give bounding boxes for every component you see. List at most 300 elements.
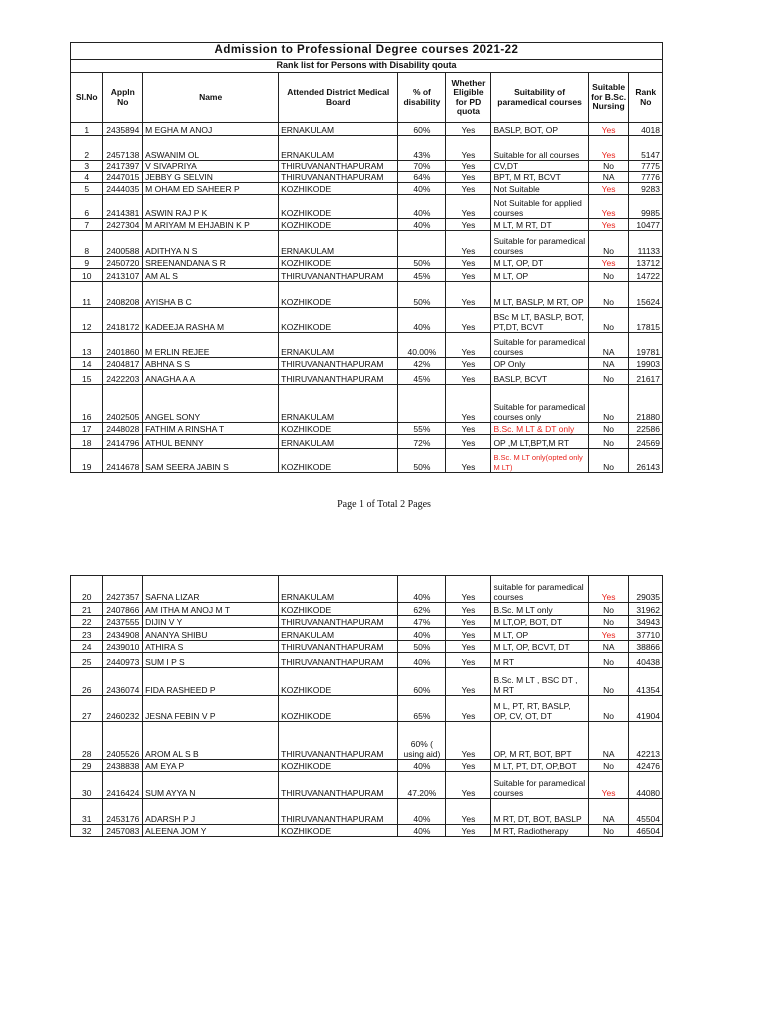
cell-name: ATHUL BENNY — [143, 435, 279, 449]
table-row — [71, 423, 663, 435]
cell-board: KOZHIKODE — [279, 760, 398, 772]
cell-disability: 62% — [398, 603, 446, 616]
cell-rank: 9985 — [629, 195, 663, 219]
cell-name: SUM I P S — [143, 653, 279, 668]
cell-bsc-nursing: No — [588, 423, 629, 435]
cell-disability: 64% — [398, 172, 446, 183]
cell-paramedical: M LT, OP — [491, 628, 588, 641]
table-row — [71, 282, 663, 308]
cell-name: JEBBY G SELVIN — [143, 172, 279, 183]
cell-rank: 31962 — [629, 603, 663, 616]
table-row — [71, 722, 663, 760]
cell-slno: 21 — [71, 603, 103, 616]
cell-eligible: Yes — [446, 616, 491, 628]
cell-name: ADITHYA N S — [143, 231, 279, 257]
cell-bsc-nursing: Yes — [588, 772, 629, 799]
cell-disability: 43% — [398, 136, 446, 161]
cell-rank: 24569 — [629, 435, 663, 449]
cell-appln: 2437555 — [103, 616, 143, 628]
cell-eligible: Yes — [446, 668, 491, 696]
cell-board: THIRUVANANTHAPURAM — [279, 722, 398, 760]
cell-bsc-nursing: No — [588, 370, 629, 385]
table-row — [71, 825, 663, 837]
cell-disability: 47% — [398, 616, 446, 628]
cell-slno: 3 — [71, 161, 103, 172]
cell-eligible: Yes — [446, 219, 491, 231]
cell-bsc-nursing: NA — [588, 641, 629, 653]
cell-slno: 22 — [71, 616, 103, 628]
header-rank: Rank No — [629, 73, 663, 123]
cell-disability: 42% — [398, 358, 446, 370]
cell-appln: 2418172 — [103, 308, 143, 333]
cell-rank: 4018 — [629, 123, 663, 136]
cell-appln: 2439010 — [103, 641, 143, 653]
cell-name: M OHAM ED SAHEER P — [143, 183, 279, 195]
cell-bsc-nursing: No — [588, 825, 629, 837]
cell-paramedical: Suitable for paramedical courses only — [491, 385, 588, 423]
cell-board: ERNAKULAM — [279, 136, 398, 161]
cell-disability: 50% — [398, 257, 446, 269]
cell-paramedical: B.Sc. M LT only(opted only M LT) — [491, 449, 588, 473]
cell-eligible: Yes — [446, 161, 491, 172]
header-paramedical: Suitability of paramedical courses — [491, 73, 588, 123]
cell-disability: 40% — [398, 576, 446, 603]
cell-disability: 47.20% — [398, 772, 446, 799]
cell-rank: 38866 — [629, 641, 663, 653]
table-row — [71, 628, 663, 641]
table-row — [71, 183, 663, 195]
cell-name: AM ITHA M ANOJ M T — [143, 603, 279, 616]
cell-disability: 40% — [398, 219, 446, 231]
cell-eligible: Yes — [446, 603, 491, 616]
cell-paramedical: M LT, M RT, DT — [491, 219, 588, 231]
cell-appln: 2404817 — [103, 358, 143, 370]
cell-eligible: Yes — [446, 653, 491, 668]
cell-board: THIRUVANANTHAPURAM — [279, 616, 398, 628]
cell-eligible: Yes — [446, 772, 491, 799]
document-title: Admission to Professional Degree courses 2021-22 — [71, 43, 663, 60]
cell-rank: 44080 — [629, 772, 663, 799]
cell-eligible: Yes — [446, 370, 491, 385]
cell-paramedical: Suitable for paramedical courses — [491, 772, 588, 799]
cell-slno: 8 — [71, 231, 103, 257]
cell-name: KADEEJA RASHA M — [143, 308, 279, 333]
cell-rank: 40438 — [629, 653, 663, 668]
cell-bsc-nursing: No — [588, 760, 629, 772]
cell-appln: 2440973 — [103, 653, 143, 668]
cell-name: SAFNA LIZAR — [143, 576, 279, 603]
cell-bsc-nursing: Yes — [588, 123, 629, 136]
cell-disability — [398, 385, 446, 423]
cell-paramedical: B.Sc. M LT , BSC DT , M RT — [491, 668, 588, 696]
table-row — [71, 219, 663, 231]
cell-paramedical: Not Suitable for applied courses — [491, 195, 588, 219]
cell-slno: 32 — [71, 825, 103, 837]
cell-slno: 7 — [71, 219, 103, 231]
header-name: Name — [143, 73, 279, 123]
cell-appln: 2401860 — [103, 333, 143, 358]
cell-board: KOZHIKODE — [279, 282, 398, 308]
cell-board: KOZHIKODE — [279, 183, 398, 195]
cell-name: ALEENA JOM Y — [143, 825, 279, 837]
cell-eligible: Yes — [446, 825, 491, 837]
cell-slno: 5 — [71, 183, 103, 195]
header-eligible: Whether Eligible for PD quota — [446, 73, 491, 123]
cell-paramedical: BPT, M RT, BCVT — [491, 172, 588, 183]
cell-appln: 2460232 — [103, 696, 143, 722]
cell-paramedical: OP ,M LT,BPT,M RT — [491, 435, 588, 449]
cell-paramedical: M LT, BASLP, M RT, OP — [491, 282, 588, 308]
cell-slno: 27 — [71, 696, 103, 722]
cell-paramedical: M LT, PT, DT, OP,BOT — [491, 760, 588, 772]
cell-rank: 17815 — [629, 308, 663, 333]
cell-name: FATHIM A RINSHA T — [143, 423, 279, 435]
cell-name: AM EYA P — [143, 760, 279, 772]
cell-paramedical: M LT, OP, DT — [491, 257, 588, 269]
cell-rank: 21617 — [629, 370, 663, 385]
cell-paramedical: BSc M LT, BASLP, BOT, PT,DT, BCVT — [491, 308, 588, 333]
cell-bsc-nursing: No — [588, 696, 629, 722]
cell-board: KOZHIKODE — [279, 257, 398, 269]
cell-rank: 41904 — [629, 696, 663, 722]
cell-appln: 2414678 — [103, 449, 143, 473]
cell-disability: 50% — [398, 449, 446, 473]
cell-name: FIDA RASHEED P — [143, 668, 279, 696]
cell-appln: 2414796 — [103, 435, 143, 449]
cell-rank: 19903 — [629, 358, 663, 370]
table-row — [71, 799, 663, 825]
cell-board: KOZHIKODE — [279, 449, 398, 473]
document-subtitle: Rank list for Persons with Disability qouta — [71, 60, 663, 73]
cell-appln: 2408208 — [103, 282, 143, 308]
cell-bsc-nursing: No — [588, 603, 629, 616]
cell-name: M EGHA M ANOJ — [143, 123, 279, 136]
cell-name: ANAGHA A A — [143, 370, 279, 385]
cell-slno: 1 — [71, 123, 103, 136]
cell-appln: 2413107 — [103, 269, 143, 282]
cell-disability: 65% — [398, 696, 446, 722]
cell-eligible: Yes — [446, 358, 491, 370]
cell-board: KOZHIKODE — [279, 668, 398, 696]
table-body-page1 — [71, 123, 663, 473]
cell-eligible: Yes — [446, 195, 491, 219]
cell-bsc-nursing: NA — [588, 722, 629, 760]
cell-name: ABHNA S S — [143, 358, 279, 370]
cell-board: THIRUVANANTHAPURAM — [279, 799, 398, 825]
cell-rank: 15624 — [629, 282, 663, 308]
cell-rank: 22586 — [629, 423, 663, 435]
cell-paramedical: M L, PT, RT, BASLP, OP, CV, OT, DT — [491, 696, 588, 722]
cell-slno: 16 — [71, 385, 103, 423]
cell-eligible: Yes — [446, 282, 491, 308]
cell-appln: 2448028 — [103, 423, 143, 435]
cell-name: ATHIRA S — [143, 641, 279, 653]
cell-bsc-nursing: NA — [588, 333, 629, 358]
cell-name: ASWANIM OL — [143, 136, 279, 161]
cell-eligible: Yes — [446, 385, 491, 423]
cell-paramedical: suitable for paramedical courses — [491, 576, 588, 603]
cell-bsc-nursing: NA — [588, 172, 629, 183]
cell-rank: 34943 — [629, 616, 663, 628]
cell-slno: 13 — [71, 333, 103, 358]
cell-paramedical: Not Suitable — [491, 183, 588, 195]
cell-paramedical: B.Sc. M LT only — [491, 603, 588, 616]
cell-board: THIRUVANANTHAPURAM — [279, 172, 398, 183]
cell-appln: 2434908 — [103, 628, 143, 641]
cell-bsc-nursing: No — [588, 269, 629, 282]
cell-eligible: Yes — [446, 576, 491, 603]
table-row — [71, 257, 663, 269]
cell-slno: 11 — [71, 282, 103, 308]
table-row — [71, 696, 663, 722]
cell-paramedical: Suitable for paramedical courses — [491, 333, 588, 358]
cell-slno: 25 — [71, 653, 103, 668]
table-row — [71, 668, 663, 696]
table-row — [71, 653, 663, 668]
cell-bsc-nursing: No — [588, 616, 629, 628]
header-disability: % of disability — [398, 73, 446, 123]
cell-disability: 72% — [398, 435, 446, 449]
cell-eligible: Yes — [446, 641, 491, 653]
table-row — [71, 435, 663, 449]
cell-appln: 2450720 — [103, 257, 143, 269]
cell-paramedical: M LT, OP, BCVT, DT — [491, 641, 588, 653]
cell-slno: 19 — [71, 449, 103, 473]
cell-paramedical: M RT, Radiotherapy — [491, 825, 588, 837]
cell-eligible: Yes — [446, 123, 491, 136]
header-board: Attended District Medical Board — [279, 73, 398, 123]
table-row — [71, 269, 663, 282]
table-body-page2 — [71, 576, 663, 837]
cell-paramedical: OP, M RT, BOT, BPT — [491, 722, 588, 760]
cell-eligible: Yes — [446, 257, 491, 269]
cell-disability: 40% — [398, 653, 446, 668]
cell-board: THIRUVANANTHAPURAM — [279, 653, 398, 668]
cell-board: THIRUVANANTHAPURAM — [279, 641, 398, 653]
cell-disability: 40% — [398, 628, 446, 641]
table-row — [71, 172, 663, 183]
cell-board: THIRUVANANTHAPURAM — [279, 370, 398, 385]
cell-bsc-nursing: No — [588, 231, 629, 257]
cell-paramedical: M LT, OP — [491, 269, 588, 282]
cell-eligible: Yes — [446, 449, 491, 473]
cell-eligible: Yes — [446, 269, 491, 282]
cell-name: ADARSH P J — [143, 799, 279, 825]
cell-name: AM AL S — [143, 269, 279, 282]
cell-name: M ARIYAM M EHJABIN K P — [143, 219, 279, 231]
cell-bsc-nursing: Yes — [588, 183, 629, 195]
table-row — [71, 449, 663, 473]
cell-paramedical: M LT,OP, BOT, DT — [491, 616, 588, 628]
cell-disability: 50% — [398, 641, 446, 653]
cell-board: ERNAKULAM — [279, 628, 398, 641]
cell-appln: 2453176 — [103, 799, 143, 825]
cell-rank: 21880 — [629, 385, 663, 423]
cell-appln: 2457138 — [103, 136, 143, 161]
page-footer: Page 1 of Total 2 Pages — [337, 499, 431, 510]
cell-bsc-nursing: Yes — [588, 257, 629, 269]
cell-bsc-nursing: No — [588, 161, 629, 172]
table-row — [71, 195, 663, 219]
cell-rank: 26143 — [629, 449, 663, 473]
cell-slno: 29 — [71, 760, 103, 772]
cell-rank: 19781 — [629, 333, 663, 358]
cell-bsc-nursing: Yes — [588, 576, 629, 603]
table-row — [71, 358, 663, 370]
cell-board: KOZHIKODE — [279, 195, 398, 219]
cell-rank: 46504 — [629, 825, 663, 837]
cell-eligible: Yes — [446, 423, 491, 435]
cell-eligible: Yes — [446, 333, 491, 358]
cell-rank: 45504 — [629, 799, 663, 825]
table-row — [71, 161, 663, 172]
cell-board: KOZHIKODE — [279, 308, 398, 333]
cell-slno: 6 — [71, 195, 103, 219]
cell-paramedical: M RT — [491, 653, 588, 668]
cell-slno: 17 — [71, 423, 103, 435]
cell-rank: 42213 — [629, 722, 663, 760]
cell-slno: 26 — [71, 668, 103, 696]
table-row — [71, 616, 663, 628]
cell-rank: 37710 — [629, 628, 663, 641]
cell-name: ANANYA SHIBU — [143, 628, 279, 641]
cell-bsc-nursing: NA — [588, 799, 629, 825]
table-row — [71, 760, 663, 772]
cell-slno: 31 — [71, 799, 103, 825]
cell-disability: 50% — [398, 282, 446, 308]
cell-slno: 10 — [71, 269, 103, 282]
cell-disability: 55% — [398, 423, 446, 435]
table-row — [71, 308, 663, 333]
cell-paramedical: OP Only — [491, 358, 588, 370]
cell-board: ERNAKULAM — [279, 333, 398, 358]
cell-slno: 23 — [71, 628, 103, 641]
cell-disability: 40% — [398, 183, 446, 195]
cell-disability: 45% — [398, 269, 446, 282]
table-row — [71, 385, 663, 423]
cell-rank: 9283 — [629, 183, 663, 195]
cell-disability: 45% — [398, 370, 446, 385]
cell-name: AYISHA B C — [143, 282, 279, 308]
cell-board: ERNAKULAM — [279, 231, 398, 257]
table-row — [71, 576, 663, 603]
cell-disability: 40% — [398, 308, 446, 333]
cell-slno: 20 — [71, 576, 103, 603]
cell-paramedical: BASLP, BCVT — [491, 370, 588, 385]
cell-bsc-nursing: No — [588, 282, 629, 308]
cell-name: AROM AL S B — [143, 722, 279, 760]
table-row — [71, 772, 663, 799]
cell-name: SUM AYYA N — [143, 772, 279, 799]
table-row — [71, 370, 663, 385]
cell-paramedical: B.Sc. M LT & DT only — [491, 423, 588, 435]
cell-disability: 40.00% — [398, 333, 446, 358]
cell-board: ERNAKULAM — [279, 123, 398, 136]
cell-slno: 30 — [71, 772, 103, 799]
cell-name: ASWIN RAJ P K — [143, 195, 279, 219]
cell-bsc-nursing: Yes — [588, 136, 629, 161]
cell-name: V SIVAPRIYA — [143, 161, 279, 172]
cell-slno: 14 — [71, 358, 103, 370]
cell-board: KOZHIKODE — [279, 219, 398, 231]
cell-board: ERNAKULAM — [279, 385, 398, 423]
cell-appln: 2416424 — [103, 772, 143, 799]
cell-board: THIRUVANANTHAPURAM — [279, 772, 398, 799]
cell-appln: 2407866 — [103, 603, 143, 616]
cell-eligible: Yes — [446, 628, 491, 641]
cell-board: ERNAKULAM — [279, 576, 398, 603]
table-row — [71, 603, 663, 616]
cell-slno: 28 — [71, 722, 103, 760]
cell-appln: 2436074 — [103, 668, 143, 696]
cell-eligible: Yes — [446, 308, 491, 333]
cell-appln: 2457083 — [103, 825, 143, 837]
cell-board: THIRUVANANTHAPURAM — [279, 269, 398, 282]
cell-board: THIRUVANANTHAPURAM — [279, 161, 398, 172]
cell-board: KOZHIKODE — [279, 696, 398, 722]
cell-appln: 2417397 — [103, 161, 143, 172]
cell-disability: 40% — [398, 195, 446, 219]
cell-eligible: Yes — [446, 722, 491, 760]
cell-slno: 2 — [71, 136, 103, 161]
cell-eligible: Yes — [446, 760, 491, 772]
cell-eligible: Yes — [446, 136, 491, 161]
cell-rank: 7775 — [629, 161, 663, 172]
cell-rank: 29035 — [629, 576, 663, 603]
cell-bsc-nursing: NA — [588, 358, 629, 370]
cell-rank: 11133 — [629, 231, 663, 257]
cell-board: KOZHIKODE — [279, 825, 398, 837]
cell-appln: 2427304 — [103, 219, 143, 231]
header-slno: Sl.No — [71, 73, 103, 123]
cell-name: SREENANDANA S R — [143, 257, 279, 269]
cell-bsc-nursing: No — [588, 435, 629, 449]
cell-rank: 10477 — [629, 219, 663, 231]
cell-rank: 5147 — [629, 136, 663, 161]
cell-bsc-nursing: No — [588, 308, 629, 333]
cell-slno: 18 — [71, 435, 103, 449]
cell-appln: 2414381 — [103, 195, 143, 219]
cell-eligible: Yes — [446, 696, 491, 722]
cell-name: DIJIN V Y — [143, 616, 279, 628]
cell-disability: 60% — [398, 123, 446, 136]
cell-appln: 2402505 — [103, 385, 143, 423]
cell-slno: 9 — [71, 257, 103, 269]
cell-board: ERNAKULAM — [279, 435, 398, 449]
cell-name: SAM SEERA JABIN S — [143, 449, 279, 473]
header-appln: Appln No — [103, 73, 143, 123]
rank-list-table-page1 — [70, 42, 663, 473]
cell-disability: 60% ( using aid) — [398, 722, 446, 760]
cell-paramedical: Suitable for paramedical courses — [491, 231, 588, 257]
table-row — [71, 231, 663, 257]
table-row — [71, 641, 663, 653]
cell-appln: 2422203 — [103, 370, 143, 385]
cell-bsc-nursing: No — [588, 653, 629, 668]
cell-eligible: Yes — [446, 231, 491, 257]
cell-eligible: Yes — [446, 183, 491, 195]
cell-board: KOZHIKODE — [279, 603, 398, 616]
cell-disability: 40% — [398, 825, 446, 837]
cell-paramedical: Suitable for all courses — [491, 136, 588, 161]
cell-appln: 2438838 — [103, 760, 143, 772]
cell-appln: 2435894 — [103, 123, 143, 136]
cell-appln: 2444035 — [103, 183, 143, 195]
cell-eligible: Yes — [446, 435, 491, 449]
cell-bsc-nursing: No — [588, 668, 629, 696]
cell-rank: 13712 — [629, 257, 663, 269]
cell-disability: 60% — [398, 668, 446, 696]
